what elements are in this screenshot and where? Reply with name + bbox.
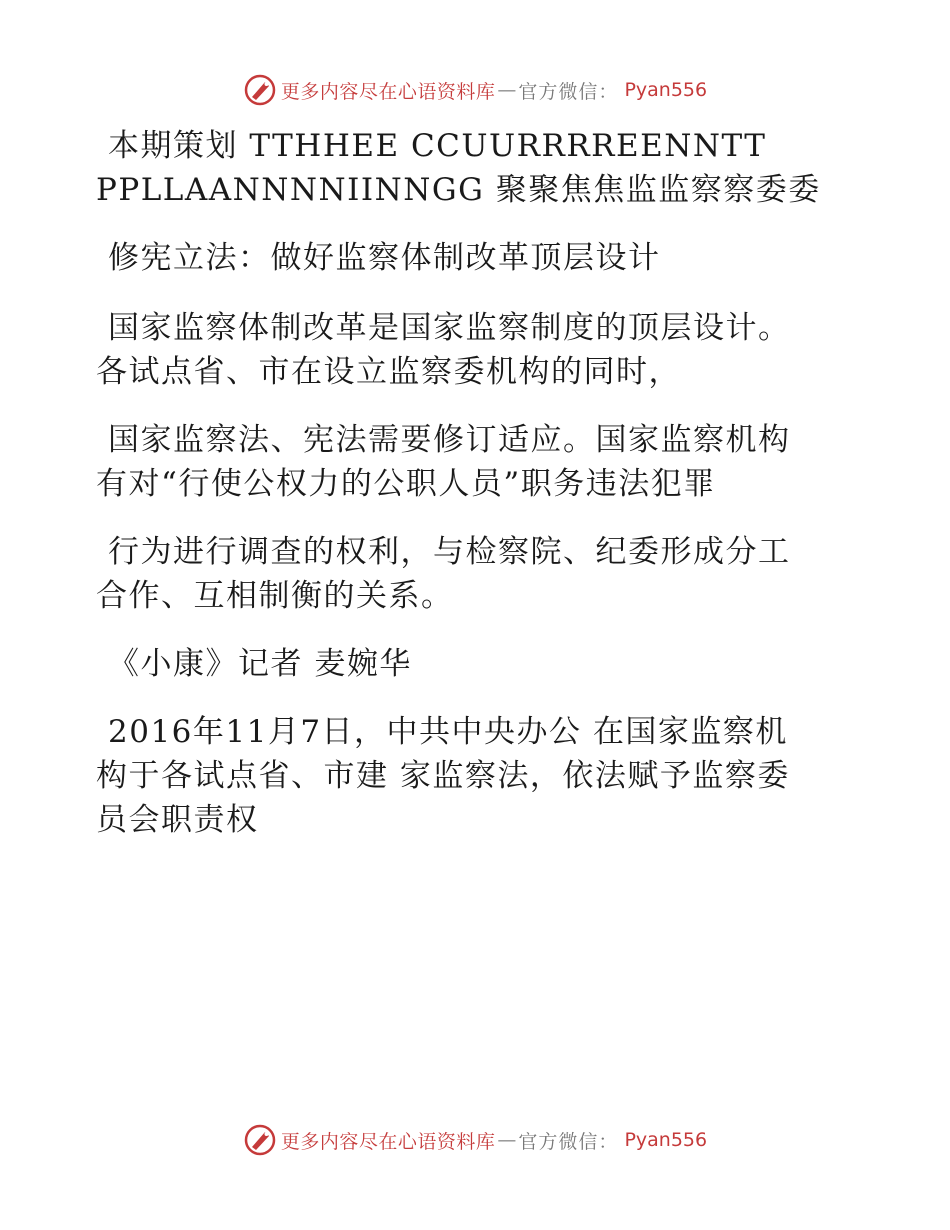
document-body <box>96 124 836 842</box>
lead-line-4: 有对“行使公权力的公职人员”职务违法犯罪 <box>96 466 716 502</box>
watermark-wechat-id: Pyan556 <box>624 1129 708 1151</box>
watermark-official-label: 官方微信： <box>518 1130 619 1153</box>
logo-seal-icon <box>243 73 277 107</box>
lead-line-6: 合作、互相制衡的关系。 <box>96 578 454 614</box>
header-watermark-banner <box>0 70 950 110</box>
body-line-2: 构于各试点省、市建 家监察法，依法赋予监察委 <box>96 758 790 794</box>
logo-seal-icon <box>243 1123 277 1157</box>
lead-line-3: 国家监察法、宪法需要修订适应。国家监察机构 <box>108 422 791 458</box>
column-header-line-2: PPLLAANNNNIINNGG 聚聚焦焦监监察察委委 <box>96 172 821 208</box>
watermark-site-text: 更多内容尽在心语资料库 <box>280 1130 496 1153</box>
body-line-3: 员会职责权 <box>96 802 259 838</box>
footer-watermark-banner <box>0 1120 950 1160</box>
body-line-1: 2016年11月7日，中共中央办公 在国家监察机 <box>108 714 788 750</box>
lead-line-1: 国家监察体制改革是国家监察制度的顶层设计。 <box>108 310 791 346</box>
lead-line-5: 行为进行调查的权利，与检察院、纪委形成分工 <box>108 534 791 570</box>
byline: 《小康》记者 麦婉华 <box>108 646 412 682</box>
watermark-wechat-id: Pyan556 <box>624 79 708 101</box>
watermark-separator: — <box>497 1129 517 1151</box>
watermark-separator: — <box>497 79 517 101</box>
watermark-official-label: 官方微信： <box>518 80 619 103</box>
article-title: 修宪立法：做好监察体制改革顶层设计 <box>108 240 661 276</box>
lead-line-2: 各试点省、市在设立监察委机构的同时， <box>96 354 681 390</box>
column-header-line-1: 本期策划 TTHHEE CCUURRRREENNTT <box>108 128 767 164</box>
watermark-site-text: 更多内容尽在心语资料库 <box>280 80 496 103</box>
